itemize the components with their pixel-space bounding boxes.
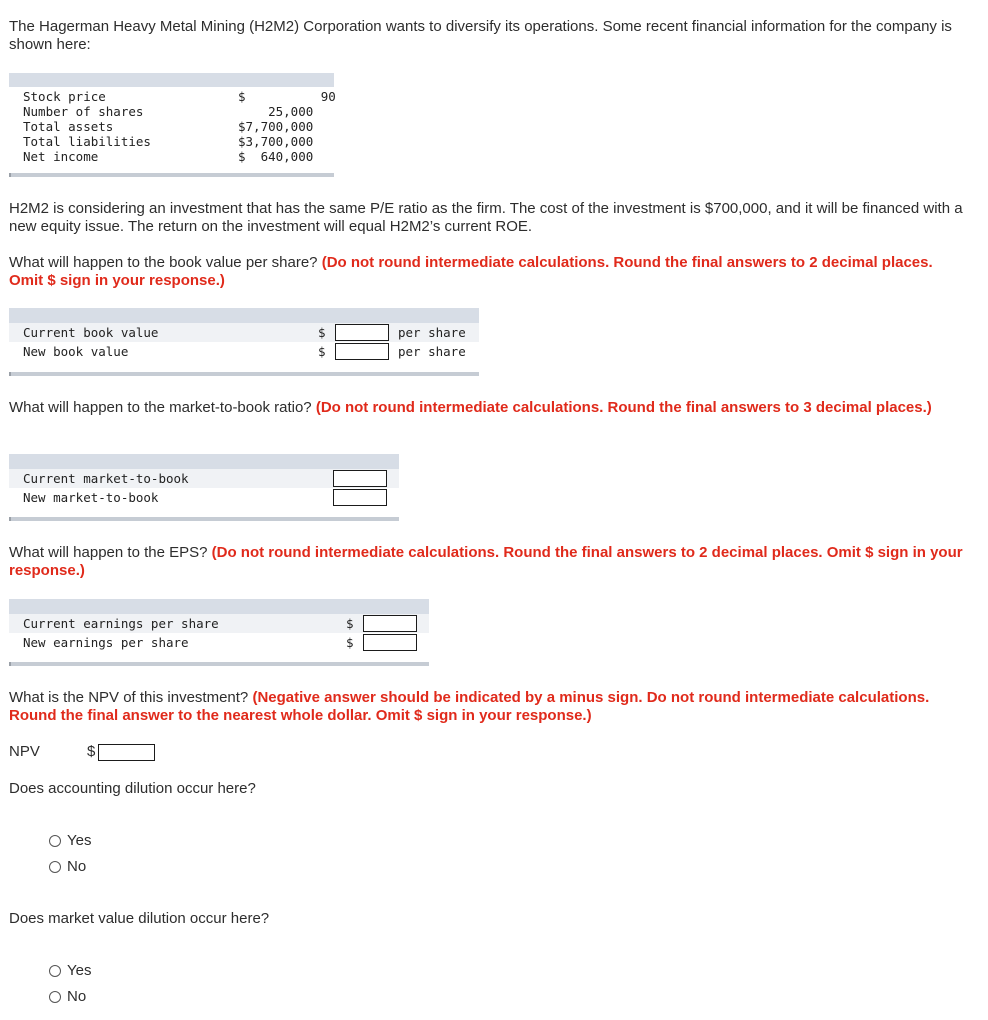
table-row xyxy=(9,147,334,166)
question-text: What will happen to the book value per share? xyxy=(9,254,318,271)
radio-label: No xyxy=(67,858,87,875)
row-label: Stock price xyxy=(23,89,106,104)
row-label: Net income xyxy=(23,149,99,164)
table-footer xyxy=(9,372,479,376)
currency-sign: $ xyxy=(346,616,354,631)
table-footer xyxy=(9,173,334,177)
row-label: Total assets xyxy=(23,119,114,134)
row-value: $7,700,000 xyxy=(238,119,314,134)
table-footer xyxy=(9,517,399,521)
book-value-table xyxy=(9,308,479,376)
radio-circle[interactable] xyxy=(49,861,61,873)
intro-text: The Hagerman Heavy Metal Mining (H2M2) Corporation wants to diversify its operations. Some recent financial information for the company is shown here: xyxy=(9,18,952,53)
new-eps-input[interactable] xyxy=(363,634,417,651)
question-text: What is the NPV of this investment? xyxy=(9,689,249,706)
eps-table xyxy=(9,599,429,666)
radio-circle[interactable] xyxy=(49,991,61,1003)
unit-label: per share xyxy=(398,344,466,359)
row-value: $ 90 xyxy=(238,89,336,104)
row-label: New market-to-book xyxy=(23,490,159,505)
question-market-to-book xyxy=(9,399,969,417)
row-label: New earnings per share xyxy=(23,635,189,650)
npv-label: NPV xyxy=(9,743,40,760)
new-market-to-book-input[interactable] xyxy=(333,489,387,506)
row-label: New book value xyxy=(23,344,129,359)
unit-label: per share xyxy=(398,325,466,340)
question-instruction: (Negative answer should be indicated by a minus sign. Do not round intermediate calculations. Round the final answer to the nearest whole dollar. Omit $ sign in your response.) xyxy=(9,689,930,724)
row-label: Current book value xyxy=(23,325,159,340)
radio-label: Yes xyxy=(67,962,92,979)
row-label: Number of shares xyxy=(23,104,144,119)
radio-label: No xyxy=(67,988,87,1005)
current-book-value-input[interactable] xyxy=(335,324,389,341)
table-header xyxy=(9,308,479,323)
row-label: Total liabilities xyxy=(23,134,151,149)
investment-description: H2M2 is considering an investment that has the same P/E ratio as the firm. The cost of the investment is $700,000, and it will be financed with a new equity issue. The return on the investment will equal H2M2’s current ROE. xyxy=(9,200,963,235)
npv-input[interactable] xyxy=(98,744,155,761)
new-book-value-input[interactable] xyxy=(335,343,389,360)
radio-circle[interactable] xyxy=(49,835,61,847)
currency-sign: $ xyxy=(318,325,326,340)
radio-label: Yes xyxy=(67,832,92,849)
current-market-to-book-input[interactable] xyxy=(333,470,387,487)
table-header xyxy=(9,599,429,614)
table-row xyxy=(9,614,429,633)
row-value: $3,700,000 xyxy=(238,134,314,149)
table-footer xyxy=(9,662,429,666)
currency-sign: $ xyxy=(346,635,354,650)
table-row xyxy=(9,469,399,488)
current-eps-input[interactable] xyxy=(363,615,417,632)
question-market-dilution: Does market value dilution occur here? xyxy=(9,910,270,927)
radio-circle[interactable] xyxy=(49,965,61,977)
question-instruction: (Do not round intermediate calculations. Round the final answers to 2 decimal places. Omit $ sign in your response.) xyxy=(9,254,933,289)
question-accounting-dilution: Does accounting dilution occur here? xyxy=(9,780,256,797)
question-text: What will happen to the market-to-book ratio? xyxy=(9,399,312,416)
currency-sign: $ xyxy=(318,344,326,359)
currency-sign: $ xyxy=(87,743,96,760)
table-row xyxy=(9,323,479,342)
question-eps xyxy=(9,544,969,580)
table-row xyxy=(9,633,429,652)
question-text: What will happen to the EPS? xyxy=(9,544,208,561)
question-book-value xyxy=(9,254,969,290)
question-instruction: (Do not round intermediate calculations. Round the final answers to 2 decimal places. Omit $ sign in your response.) xyxy=(9,544,963,579)
table-row xyxy=(9,342,479,361)
table-row xyxy=(9,488,399,507)
table-header xyxy=(9,73,334,87)
table-header xyxy=(9,454,399,469)
row-label: Current earnings per share xyxy=(23,616,219,631)
financial-info-table xyxy=(9,73,334,177)
row-label: Current market-to-book xyxy=(23,471,189,486)
question-instruction: (Do not round intermediate calculations. Round the final answers to 3 decimal places.) xyxy=(315,399,932,416)
market-to-book-table xyxy=(9,454,399,521)
row-value: 25,000 xyxy=(238,104,314,119)
row-value: $ 640,000 xyxy=(238,149,314,164)
question-npv xyxy=(9,689,969,725)
